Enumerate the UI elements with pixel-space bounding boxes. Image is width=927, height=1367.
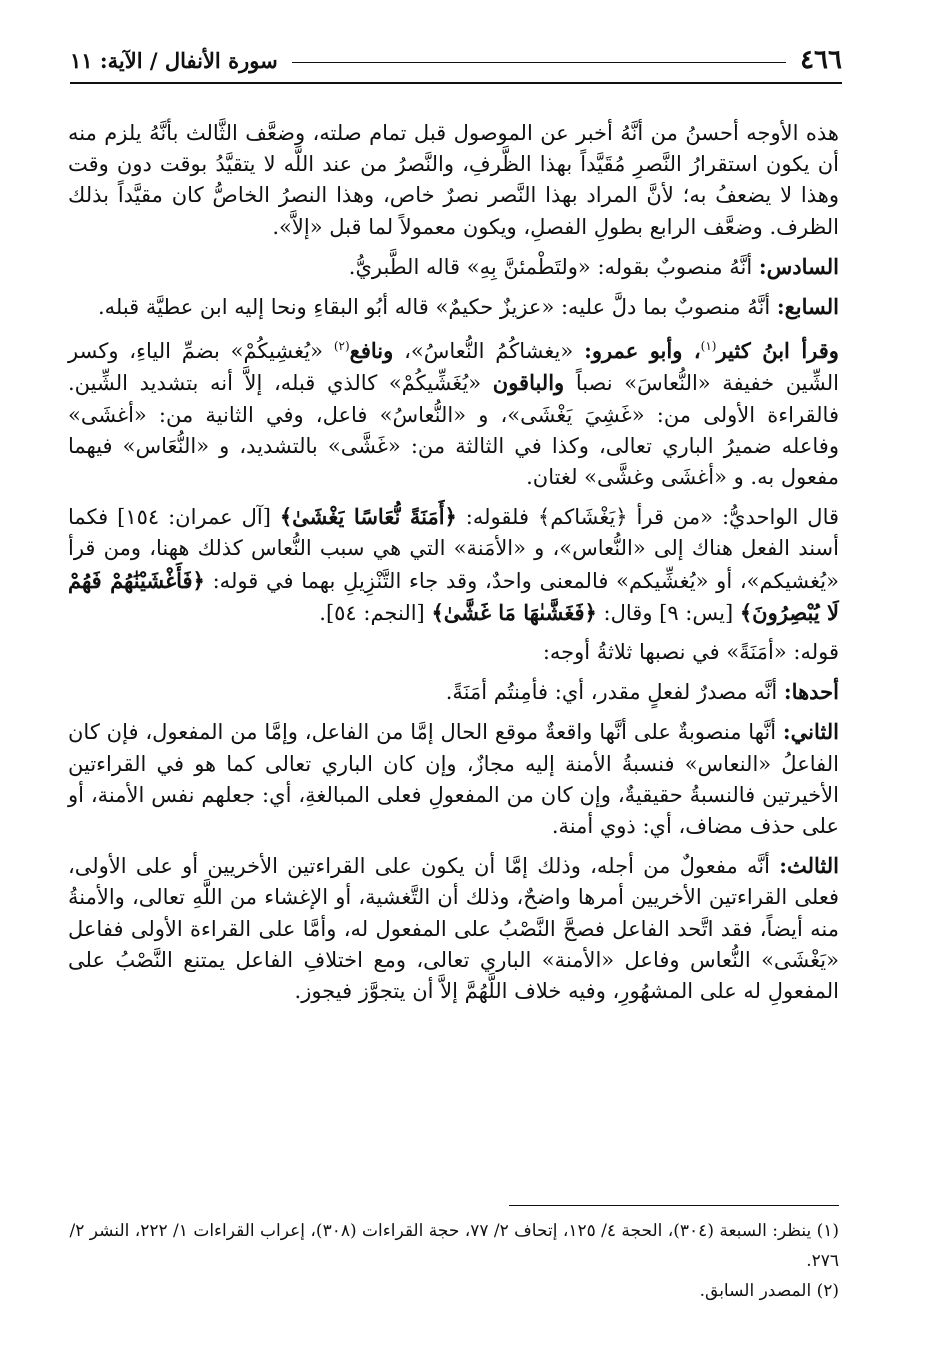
paragraph-seventh (68, 291, 839, 323)
seventh-label: السابع: (776, 294, 839, 320)
second-label: الثاني: (782, 719, 839, 745)
paragraph-sixth (68, 251, 839, 283)
footnote-divider (509, 1205, 839, 1206)
first-label: أحدها: (783, 679, 839, 705)
header-rule (292, 62, 786, 63)
quran-quote-3: ﴿فَغَشَّىٰهَا مَا غَشَّىٰ﴾ (431, 599, 597, 625)
seventh-text: أنَّهُ منصوبٌ بما دلَّ عليه: «عزيزٌ حكيمٌ» قاله أبُو البقاءِ ونحا إليه ابن عطيَّة قبله. (97, 295, 771, 320)
reader-ibn-kathir: وقرأ ابنُ كثير (716, 338, 839, 364)
wahidi-c: [يس: ٩] وقال: (603, 600, 734, 625)
paragraph-1-text: هذه الأوجه أحسنُ من أنَّهُ أخبر عن الموصول قبل تمام صلته، وضعَّف الثَّالث بأنَّهُ يلزم منه أن يكون استقرارُ النَّصرِ مُقَيَّداً بهذا الظَّرفِ، والنَّصرُ من عند اللَّه لا يتقيَّدُ بوقت دون وقت وهذا لا يضعفُ به؛ لأنَّ المراد بهذا النَّصر نصرٌ خاص، وهذا النصرُ الخاصُّ كان مقيَّداً بذلك الظرف. وضعَّف الرابع بطولِ الفصلِ، ويكون معمولاً لما قبل «إلاَّ». (68, 121, 839, 239)
paragraph-amanah (68, 637, 839, 668)
wahidi-d: [النجم: ٥٤]. (319, 600, 425, 625)
third-label: الثالث: (779, 853, 839, 879)
paragraph-third (68, 850, 839, 1007)
quran-quote-2: ﴿فَأَغْشَيْنَٰهُمْ فَهُمْ لَا يُبْصِرُونَ﴾ (68, 567, 839, 625)
reader-the-rest: والباقون (492, 370, 565, 396)
reading-b: «يُغشِيكُمْ» بضمِّ الياءِ، وكسر الشِّين خفيفة «النُّعاسَ» نصباً (68, 339, 839, 396)
footnote-1: (١) ينظر: السبعة (٣٠٤)، الحجة ٤/ ١٢٥، إتحاف ٢/ ٧٧، حجة القراءات (٣٠٨)، إعراب القراءات ١/ ٢٢٢، النشر ٢/ ٢٧٦. (69, 1221, 839, 1271)
paragraph-1 (68, 118, 839, 243)
quran-quote-1: ﴿أَمَنَةً نُّعَاسًا يَغْشَىٰ﴾ (279, 504, 457, 530)
paragraph-second (68, 716, 839, 842)
reading-c: «يُغَشِّيكُمْ» كالذي قبله، إلاَّ أنه بتشديد الشِّين. فالقراءة الأولى من: «غَشِيَ يَغْشَى»، و «النُّعاسُ» فاعل، وفي الثانية من: «أغشَى» وفاعله ضميرُ الباري تعالى، وكذا في الثالثة من: «غَشَّى» بالتشديد، و «النُّعَاس» فيهما مفعول به. و «أغشَى وغشَّى» لغتان. (68, 371, 839, 490)
footnotes (68, 1216, 839, 1306)
page-header (70, 38, 842, 84)
paragraph-readings (68, 331, 839, 493)
wahidi-b: [آل عمران: ١٥٤] فكما أسند الفعل هناك إلى «النُّعاس»، و «الأمَنة» التي هي سبب النُّعاس كذلك ههنا، ومن قرأ «يُغشيكم»، أو «يُغشِّيكم» فالمعنى واحدٌ، وقد جاء التَّنْزِيلِ بهما في قوله: (68, 505, 839, 593)
paragraph-wahidi (68, 501, 839, 629)
reader-abu-amr: ، وأبو عمرو: (584, 338, 701, 364)
sixth-text: أنَّهُ منصوبٌ بقوله: «ولتَطْمئنَّ بِهِ» قاله الطَّبريُّ. (348, 254, 753, 279)
page-number: ٤٦٦ (800, 45, 842, 75)
paragraph-first (68, 676, 839, 708)
main-text (68, 118, 839, 1015)
footnote-2: (٢) المصدر السابق. (699, 1281, 839, 1301)
amanah-text: قوله: «أمَنَةً» في نصبها ثلاثةُ أوجه: (542, 640, 839, 665)
footnote-ref-2[interactable]: (٢) (333, 339, 350, 354)
wahidi-a: قال الواحديُّ: «من قرأ ﴿يَغْشَاكم﴾ فلقوله: (465, 505, 840, 530)
sixth-label: السادس: (758, 253, 839, 279)
footnote-ref-1[interactable]: (١) (700, 339, 717, 354)
second-text: أنَّها منصوبةٌ على أنَّها واقعةٌ موقع الحال إمَّا من الفاعل، وإمَّا من المفعول، فإن كان الفاعلُ «النعاس» فنسبةُ الأمنة إليه مجازٌ، وإن كان الباري تعالى كما هو في القراءتين الأخيرتين فالنسبةُ حقيقيةٌ، وإن كان من المفعولِ فعلى المبالغةِ، أي: جعلهم نفس الأمنة، أو على حذف مضاف، أي: ذوي أمنة. (68, 720, 839, 839)
reading-a: «يغشاكُمُ النُّعاسُ»، (404, 339, 574, 364)
third-text: أنَّه مفعولٌ من أجله، وذلك إمَّا أن يكون على القراءتين الأخريين أو على الأولى، فعلى القراءتين الأخريين أمرها واضحٌ، وذلك أن التَّغشية، أو الإغشاء من اللَّهِ تعالى، والأمنةُ منه أيضاً، فقد اتَّحد الفاعل فصحَّ النَّصْبُ على المفعول له، وأمَّا على القراءة الأولى ففاعل «يَغْشَى» النُّعاس وفاعل «الأمنة» الباري تعالى، ومع اختلافِ الفاعل يمتنع النَّصْبُ على المفعولِ له على المشهُورِ، وفيه خلاف اللَّهُمَّ إلاَّ أن يتجوَّز فيجوز. (68, 854, 839, 1004)
reader-nafi: ونافع (349, 338, 394, 364)
first-text: أنَّه مصدرٌ لفعلٍ مقدر، أي: فأمِنتُم أمَنَةً. (445, 680, 778, 705)
surah-verse-label: سورة الأنفال / الآية: ١١ (70, 47, 278, 73)
